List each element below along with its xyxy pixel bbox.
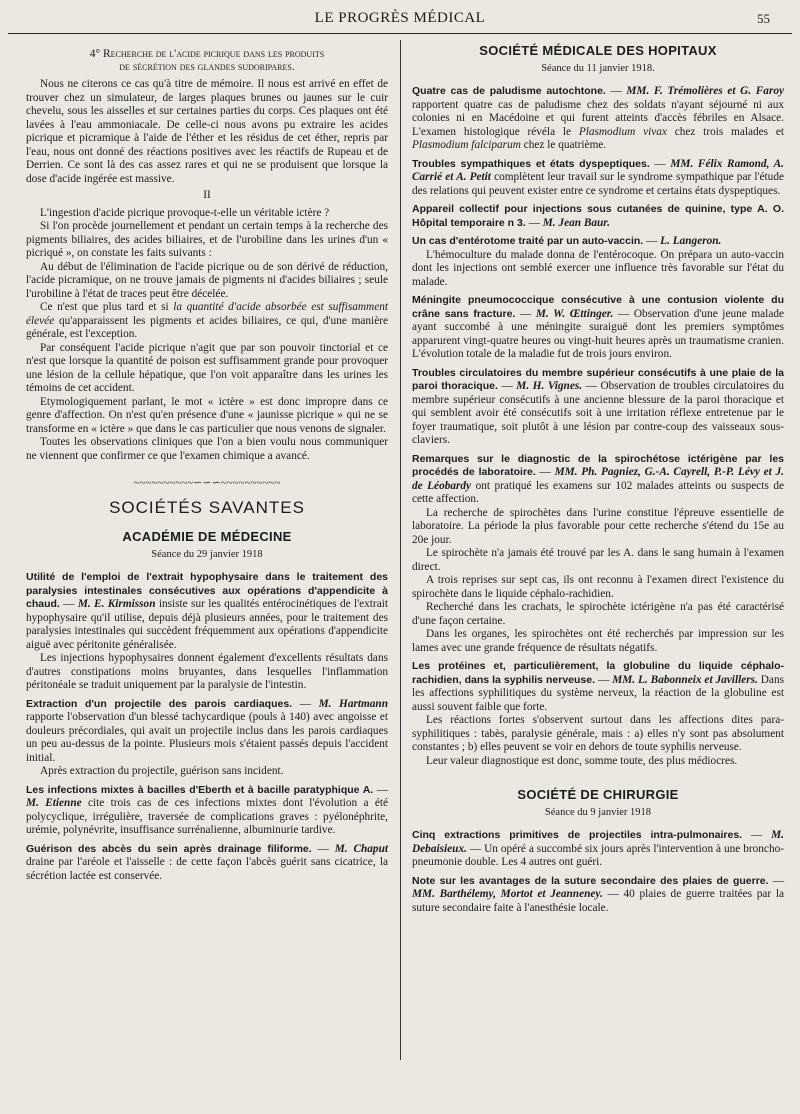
page-header	[0, 6, 800, 32]
report-item: Les infections mixtes à bacilles d'Eberth et à bacille paratyphique A. — M. Etienne cite trois cas de ces infections mixtes dont l'évolution a été polycyclique, irrégulière, traversée de complications graves : pyélonéphrite, urémie, polynévrite, insuffisance surrénalienne, albuminurie tardive.	[26, 783, 389, 836]
paragraph: Les injections hypophysaires donnent également d'excellents résultats dans d'autres constipations moins bruyantes, dans lesquelles l'inflammation péritonéale se traduit uniquement par la paralysie de l'intestin.	[26, 652, 388, 691]
report-item: Remarques sur le diagnostic de la spirochétose ictérigène par les procédés de laboratoire. — MM. Ph. Pagniez, G.-A. Cayrell, P.-P. Lévy et J. de Léobardy ont pratiqué les examens sur 102 malades atteints ou suspects de cette affection.	[412, 452, 785, 505]
societe-medicale-title: SOCIÉTÉ MÉDICALE DES HOPITAUX	[479, 43, 717, 58]
report-item: Appareil collectif pour injections sous cutanées de quinine, type A. O. Hôpital temporaire n 3. — M. Jean Baur.	[412, 203, 784, 229]
seance-date: Séance du 9 janvier 1918	[544, 806, 652, 818]
paragraph: Les réactions fortes s'observent surtout dans les affections dites para-syphilitiques : tabès, paralysie générale, mais : a) elles n'y sont pas absolument constantes ; b) elles peuvent se voir en dehors de toute syphilis nerveuse.	[412, 714, 784, 753]
header-rule	[8, 33, 792, 34]
report-item: Les protéines et, particulièrement, la globuline du liquide céphalo-rachidien, dans la syphilis nerveuse. — MM. L. Babonneix et Javillers. Dans les affections syphilitiques du système nerveux, la réaction de la globuline est aussi souvent faible que forte.	[412, 660, 784, 713]
seance-date: Séance du 11 janvier 1918.	[541, 62, 655, 74]
paragraph: Nous ne citerons ce cas qu'à titre de mémoire. Il nous est arrivé en effet de trouver chez un simulateur, de larges plaques brunes ou jaunes sur le cuir chevelu, sous les aisselles et sur certaines parties du corps. Ces plaques ont été lavées à l'eau ammoniacale. De celle-ci nous avons pu extraire les acides picrique et picramique à l'aide de l'éther et les résidus de cet éther, repris par l'eau, nous ont donné des réactions positives avec les réactifs de Rupeau et de Derrien. Ce sont là des cas assez rares et qui ne se produisent que lorsque la dose d'acide ingérée est massive.	[26, 78, 388, 185]
ornament-divider: ~~~~~~~~~~∽∽∽~~~~~~~~~~	[133, 477, 281, 489]
paragraph: Par conséquent l'acide picrique n'agit que par son pouvoir tinctorial et ce n'est que lorsque la quantité de poison est suffisamment grande pour provoquer une lésion de la cellule hépatique, que l'on voit apparaître dans les urines les témoins de cet accident.	[26, 341, 388, 394]
societe-chirurgie-title: SOCIÉTÉ DE CHIRURGIE	[517, 787, 679, 802]
right-column	[412, 42, 784, 915]
paragraph: Recherché dans les crachats, le spirochète ictérigène n'a pas été caractérisé d'une façon certaine.	[412, 601, 784, 627]
paragraph: Dans les organes, les spirochètes ont été recherchés par impression sur les lames avec une grande fréquence de résultats négatifs.	[412, 628, 784, 654]
societes-savantes-title: SOCIÉTÉS SAVANTES	[109, 497, 305, 517]
section-heading: 4° Recherche de l'acide picrique dans les produits de sécrétion des glandes sudoripares.	[89, 48, 325, 73]
paragraph: Ce n'est que plus tard et si la quantité d'acide absorbée est suffisamment élevée qu'apparaissent les pigments et acides biliaires, ce qui, d'une manière générale, est l'exception.	[26, 301, 388, 340]
paragraph: Leur valeur diagnostique est donc, somme toute, des plus médiocres.	[426, 754, 738, 767]
paragraph: Si l'on procède journellement et pendant un certain temps à la recherche des pigments biliaires, des acides biliaires, et de l'urobiline dans les urines d'un « picriqué », on constate les faits suivants :	[26, 220, 388, 259]
report-item: Quatre cas de paludisme autochtone. — MM. F. Trémolières et G. Faroy rapportent quatre cas de paludisme chez des soldats n'ayant séjourné ni aux colonies ni en Macédoine et qui furent atteints d'accès fébriles en Alsace. L'examen histologique révéla le Plasmodium vivax chez trois malades et Plasmodium falciparum chez le quatrième.	[412, 85, 784, 151]
journal-title: LE PROGRÈS MÉDICAL	[314, 10, 486, 26]
report-item: Utilité de l'emploi de l'extrait hypophysaire dans le traitement des paralysies intestinales consécutives aux opérations d'appendicite à chaud. — M. E. Kirmisson insiste sur les qualités entérocinétiques de l'extrait hypophysaire qu'il utilise, depuis déjà plusieurs années, pour le traitement des paralysies intestinales qui succèdent fréquemment aux opérations d'appendicite aiguë avec péritonite généralisée.	[26, 571, 388, 651]
paragraph: A trois reprises sur sept cas, ils ont reconnu à l'examen direct l'existence du spirochète dans le liquide céphalo-rachidien.	[412, 574, 784, 600]
paragraph: L'ingestion d'acide picrique provoque-t-elle un véritable ictère ?	[40, 206, 330, 219]
report-item: Note sur les avantages de la suture secondaire des plaies de guerre. — MM. Barthélemy, Mortot et Jeanneney. — 40 plaies de guerre traitées par la suture secondaire faite à l'anesthésie locale.	[412, 874, 785, 914]
spacer	[412, 768, 784, 786]
paragraph: Etymologiquement parlant, le mot « ictère » est donc impropre dans ce genre d'affection. On n'est qu'en présence d'une « jaunisse picrique » qui ne se transforme en « ictère » que dans le cas particulier que nous venons de signaler.	[26, 395, 388, 435]
section-number: II	[203, 189, 211, 201]
paragraph: La recherche de spirochètes dans l'urine constitue l'épreuve essentielle de laboratoire. La période la plus favorable pour cette recherche s'étend du 15e au 20e jour.	[412, 506, 784, 546]
report-item: Extraction d'un projectile des parois cardiaques. — M. Hartmann rapporte l'observation d'un blessé tachycardique (pouls à 140) avec angoisse et douleurs précordiales, qui avait un projectile inclus dans les parois cardiaques un peu au-dessus de la pointe. Plusieurs mois s'étaient passés depuis l'accident initial.	[26, 697, 388, 764]
report-item: Cinq extractions primitives de projectiles intra-pulmonaires. — M. Debaisieux. — Un opéré a succombé six jours après l'intervention à une broncho-pneumonie double. Les 4 autres ont guéri.	[412, 829, 784, 868]
paragraph: Après extraction du projectile, guérison sans incident.	[40, 765, 284, 777]
paragraph: Le spirochète n'a jamais été trouvé par les A. dans le sang humain à l'examen direct.	[412, 547, 784, 573]
seance-date: Séance du 29 janvier 1918	[151, 548, 263, 560]
page-number: 55	[757, 11, 770, 26]
report-item: Troubles circulatoires du membre supérieur consécutifs à une plaie de la paroi thoracique. — M. H. Vignes. — Observation de troubles circulatoires du membre supérieur consécutifs à une ancienne blessure de la paroi thoracique et qui semblent avoir été consécutifs soit à une irritation réflexe entretenue par le foyer traumatique, soit plutôt à une lésion par contre-coup des vaisseaux sous-claviers.	[412, 366, 784, 446]
report-item: Guérison des abcès du sein après drainage filiforme. — M. Chaput draine par l'aréole et l'aisselle : de cette façon l'abcès guérit sans cicatrice, la sécrétion lactée est conservée.	[26, 842, 388, 882]
report-item: Un cas d'entérotome traité par un auto-vaccin. — L. Langeron.	[412, 235, 722, 247]
paragraph: Au début de l'élimination de l'acide picrique ou de son dérivé de réduction, l'acide picramique, on ne trouve jamais de pigments ni d'acides biliaires ; seule l'urobiline à l'état de traces peut être décelée.	[26, 260, 388, 300]
report-item: Méningite pneumococcique consécutive à une contusion violente du crâne sans fracture. — M. W. Œttinger. — Observation d'une jeune malade ayant succombé à une méningite suraiguë dont les premiers symptômes apparurent vingt-quatre heures ou vingt-huit heures après un traumatisme cranien. L'évolution totale de la maladie fut de trois jours environ.	[412, 294, 784, 360]
academie-title: ACADÉMIE DE MÉDECINE	[122, 529, 292, 544]
column-divider	[400, 40, 401, 1060]
paragraph: L'hémoculture du malade donna de l'entérocoque. On prépara un auto-vaccin dont les injections ont semblé exercer une influence très favorable sur l'état du malade.	[412, 248, 784, 288]
report-item: Troubles sympathiques et états dyspeptiques. — MM. Félix Ramond, A. Carrié et A. Petit complètent leur travail sur le syndrome sympathique par l'étude des relations qui peuvent exister entre ce syndrome et certains états dyspeptiques.	[412, 157, 784, 197]
paragraph: Toutes les observations cliniques que l'on a bien voulu nous communiquer ne viennent que confirmer ce que l'examen chimique a avancé.	[26, 436, 388, 462]
left-column	[26, 48, 388, 883]
